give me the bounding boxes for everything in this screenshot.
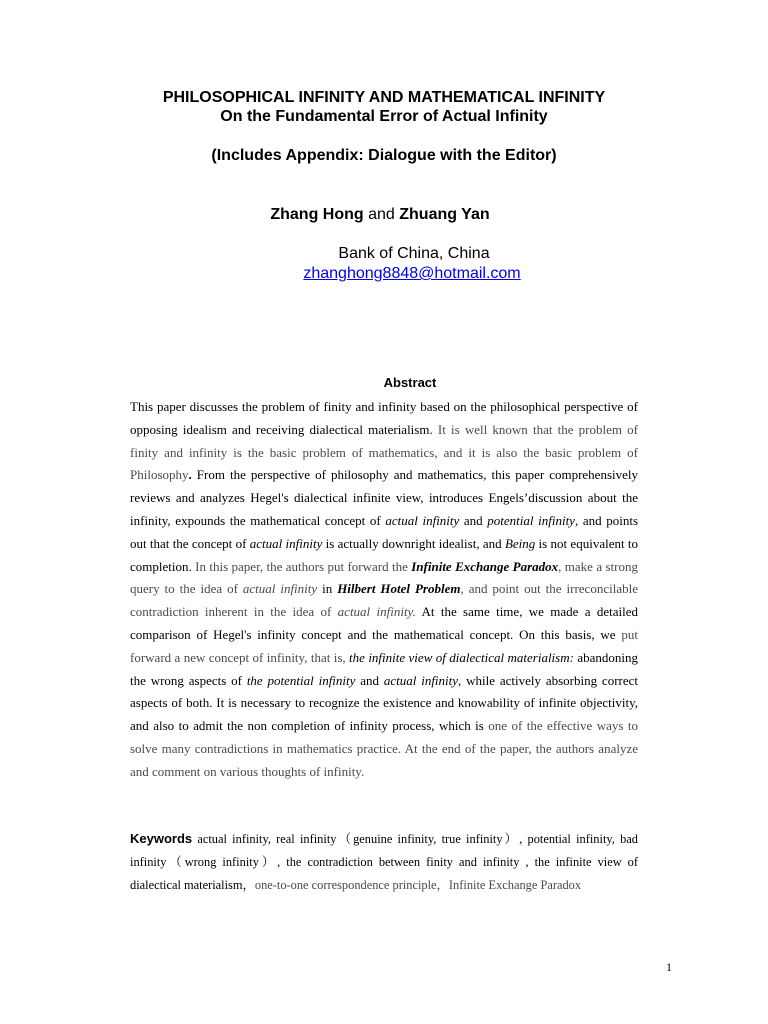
author-line (0, 205, 760, 225)
abstract-heading: Abstract (383, 375, 437, 390)
abstract-text: put forward a new concept of infinity, that is, (130, 626, 638, 665)
abstract-text: In this paper, the authors put forward the (191, 558, 412, 574)
term-infinite-view: the infinite view of dialectical materialism: (349, 649, 574, 665)
abstract-text: in (317, 581, 338, 597)
keywords-block (130, 828, 638, 896)
author-2: Zhuang Yan (399, 206, 490, 223)
abstract-text: , make a strong query to the idea of (130, 558, 638, 597)
abstract-text: and (355, 672, 384, 688)
term-actual-infinity: actual infinity. (337, 604, 416, 620)
abstract-text: and (459, 512, 488, 528)
abstract-text: , and point out the irreconcilable contradiction inherent in the idea of (130, 581, 638, 620)
page-number: 1 (666, 960, 672, 974)
term-potential-infinity: potential infinity (487, 512, 575, 528)
abstract-text: , while actively absorbing correct aspects of both. It is necessary to recognize the existence and knowability of infinite objectivity, and also to admit the non completion of infinity process, which is (130, 672, 639, 734)
abstract-text: one of the effective ways to solve many contradictions in mathematics practice. At the end of the paper, the authors analyze and comment on various thoughts of infinity. (130, 718, 638, 779)
abstract-text: This paper discusses the problem of finity and infinity based on the philosophical perspective of opposing idealism and receiving dialectical materialism. (130, 399, 638, 437)
abstract-body (130, 396, 638, 784)
term-being: Being (504, 535, 536, 551)
abstract-text: , and points out that the concept of (130, 512, 638, 551)
author-conjunction: and (363, 206, 400, 223)
email-link[interactable]: zhanghong8848@hotmail.com (303, 265, 521, 282)
author-1: Zhang Hong (270, 206, 364, 223)
abstract-text: On this basis, we (513, 626, 622, 642)
abstract-text: From the perspective of philosophy and mathematics, this paper comprehensively reviews and analyzes Hegel's dialectical infinite view, introduces Engels’discussion about the infinity, expounds the mathematical concept of (130, 467, 638, 528)
abstract-text: At the same time, we made a detailed comparison of Hegel's infinity concept and the mathematical concept. (130, 604, 639, 642)
term-actual-infinity: actual infinity (249, 535, 323, 551)
abstract-text: is actually downright idealist, and (322, 535, 505, 551)
term-hilbert-hotel-problem: Hilbert Hotel Problem (337, 581, 461, 597)
keywords-text: one-to-one correspondence principle，Infinite Exchange Paradox (254, 877, 582, 892)
term-actual-infinity: actual infinity (383, 672, 459, 688)
abstract-text: . (188, 467, 192, 483)
term-infinite-exchange-paradox: Infinite Exchange Paradox (411, 558, 559, 574)
paper-title: PHILOSOPHICAL INFINITY AND MATHEMATICAL INFINITY (162, 89, 606, 106)
paper-subtitle: On the Fundamental Error of Actual Infinity (220, 108, 548, 125)
abstract-text: abandoning the wrong aspects of (130, 649, 638, 688)
term-actual-infinity: actual infinity (385, 512, 460, 528)
affiliation: Bank of China, China (338, 245, 490, 262)
paper-appendix-note: (Includes Appendix: Dialogue with the Editor) (211, 147, 557, 164)
term-actual-infinity: actual infinity (242, 581, 318, 597)
abstract-text: is not equivalent to completion. (130, 535, 638, 574)
keywords-label: Keywords (130, 831, 193, 846)
keywords-text: actual infinity, real infinity（genuine infinity, true infinity）, potential infinity, bad infinity（wrong infinity）, the contradiction between finity and infinity , the infinite view of dialectical materialism， (130, 832, 638, 892)
term-potential-infinity: the potential infinity (246, 672, 356, 688)
abstract-text: It is well known that the problem of finity and infinity is the basic problem of mathematics, and it is also the basic problem of Philosophy (130, 421, 638, 483)
